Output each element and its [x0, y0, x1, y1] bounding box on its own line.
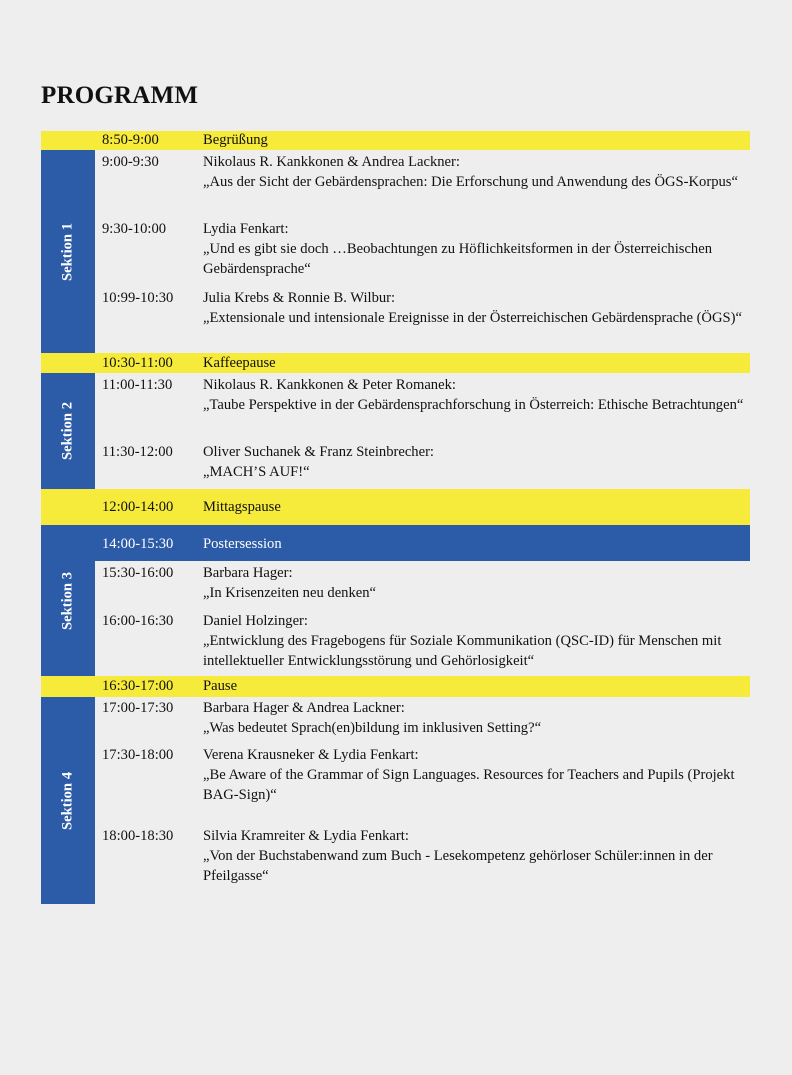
break-row-lunch — [41, 489, 750, 525]
talk-title: „Von der Buchstabenwand zum Buch - Lesekompetenz gehörloser Schüler:innen in der Pfeilgasse“ — [203, 848, 713, 884]
talk-time: 15:30-16:00 — [102, 565, 174, 581]
section-label: Sektion 1 — [59, 222, 76, 281]
poster-time: 14:00-15:30 — [102, 536, 174, 552]
break-label: Begrüßung — [203, 132, 268, 148]
talk-speakers: Lydia Fenkart: — [203, 221, 289, 237]
talk-speakers: Julia Krebs & Ronnie B. Wilbur: — [203, 290, 396, 306]
break-time: 12:00-14:00 — [102, 499, 174, 515]
talk-time: 9:30-10:00 — [102, 221, 167, 237]
talk-time: 9:00-9:30 — [102, 154, 159, 170]
break-label: Mittagspause — [203, 499, 281, 515]
talk-time: 16:00-16:30 — [102, 613, 174, 629]
talk-title: „Extensionale und intensionale Ereignisse in der Österreichischen Gebärdensprache (ÖGS)“ — [203, 310, 742, 326]
break-label: Pause — [203, 678, 238, 694]
talk-time: 11:30-12:00 — [102, 444, 173, 460]
talk-title: „Taube Perspektive in der Gebärdensprachforschung in Österreich: Ethische Betrachtungen“ — [203, 397, 744, 413]
talk-speakers: Barbara Hager & Andrea Lackner: — [203, 700, 405, 716]
poster-session-row — [41, 525, 750, 561]
talk-time: 17:00-17:30 — [102, 700, 174, 716]
section-label: Sektion 2 — [59, 402, 76, 460]
section-bar-1 — [41, 150, 95, 353]
break-time: 16:30-17:00 — [102, 678, 174, 694]
poster-label: Postersession — [203, 536, 282, 552]
break-time: 10:30-11:00 — [102, 355, 173, 371]
break-row-pause — [41, 676, 750, 697]
talk-speakers: Verena Krausneker & Lydia Fenkart: — [203, 747, 419, 763]
break-row-welcome — [41, 131, 750, 150]
talk-title: „Entwicklung des Fragebogens für Soziale Kommunikation (QSC-ID) für Menschen mit intellektueller Entwicklungsstörung und Gehörlosigkeit“ — [203, 633, 722, 669]
talk-time: 10:99-10:30 — [102, 290, 174, 306]
break-row-coffee — [41, 353, 750, 373]
section-bar-2 — [41, 373, 95, 489]
talk-title: „Aus der Sicht der Gebärdensprachen: Die Erforschung und Anwendung des ÖGS-Korpus“ — [203, 174, 738, 190]
page-title: PROGRAMM — [41, 82, 199, 109]
talk-time: 17:30-18:00 — [102, 747, 174, 763]
talk-title: „Was bedeutet Sprach(en)bildung im inklusiven Setting?“ — [203, 720, 542, 736]
talk-speakers: Daniel Holzinger: — [203, 613, 308, 629]
talk-title: „Und es gibt sie doch …Beobachtungen zu Höflichkeitsformen in der Österreichischen Gebärdensprache“ — [203, 241, 713, 277]
talk-time: 18:00-18:30 — [102, 828, 174, 844]
talk-title: „Be Aware of the Grammar of Sign Languages. Resources for Teachers and Pupils (Projekt BAG-Sign)“ — [203, 767, 735, 803]
talk-title: „MACH’S AUF!“ — [203, 464, 310, 480]
talk-speakers: Oliver Suchanek & Franz Steinbrecher: — [203, 444, 434, 460]
talk-speakers: Nikolaus R. Kankkonen & Andrea Lackner: — [203, 154, 460, 170]
break-time: 8:50-9:00 — [102, 132, 159, 148]
talk-speakers: Silvia Kramreiter & Lydia Fenkart: — [203, 828, 409, 844]
break-label: Kaffeepause — [203, 355, 276, 371]
section-label: Sektion 4 — [59, 771, 76, 830]
talk-title: „In Krisenzeiten neu denken“ — [203, 585, 377, 601]
talk-time: 11:00-11:30 — [102, 377, 173, 393]
section-bar-4 — [41, 697, 95, 904]
section-label: Sektion 3 — [59, 571, 76, 630]
talk-speakers: Barbara Hager: — [203, 565, 293, 581]
talk-speakers: Nikolaus R. Kankkonen & Peter Romanek: — [203, 377, 456, 393]
